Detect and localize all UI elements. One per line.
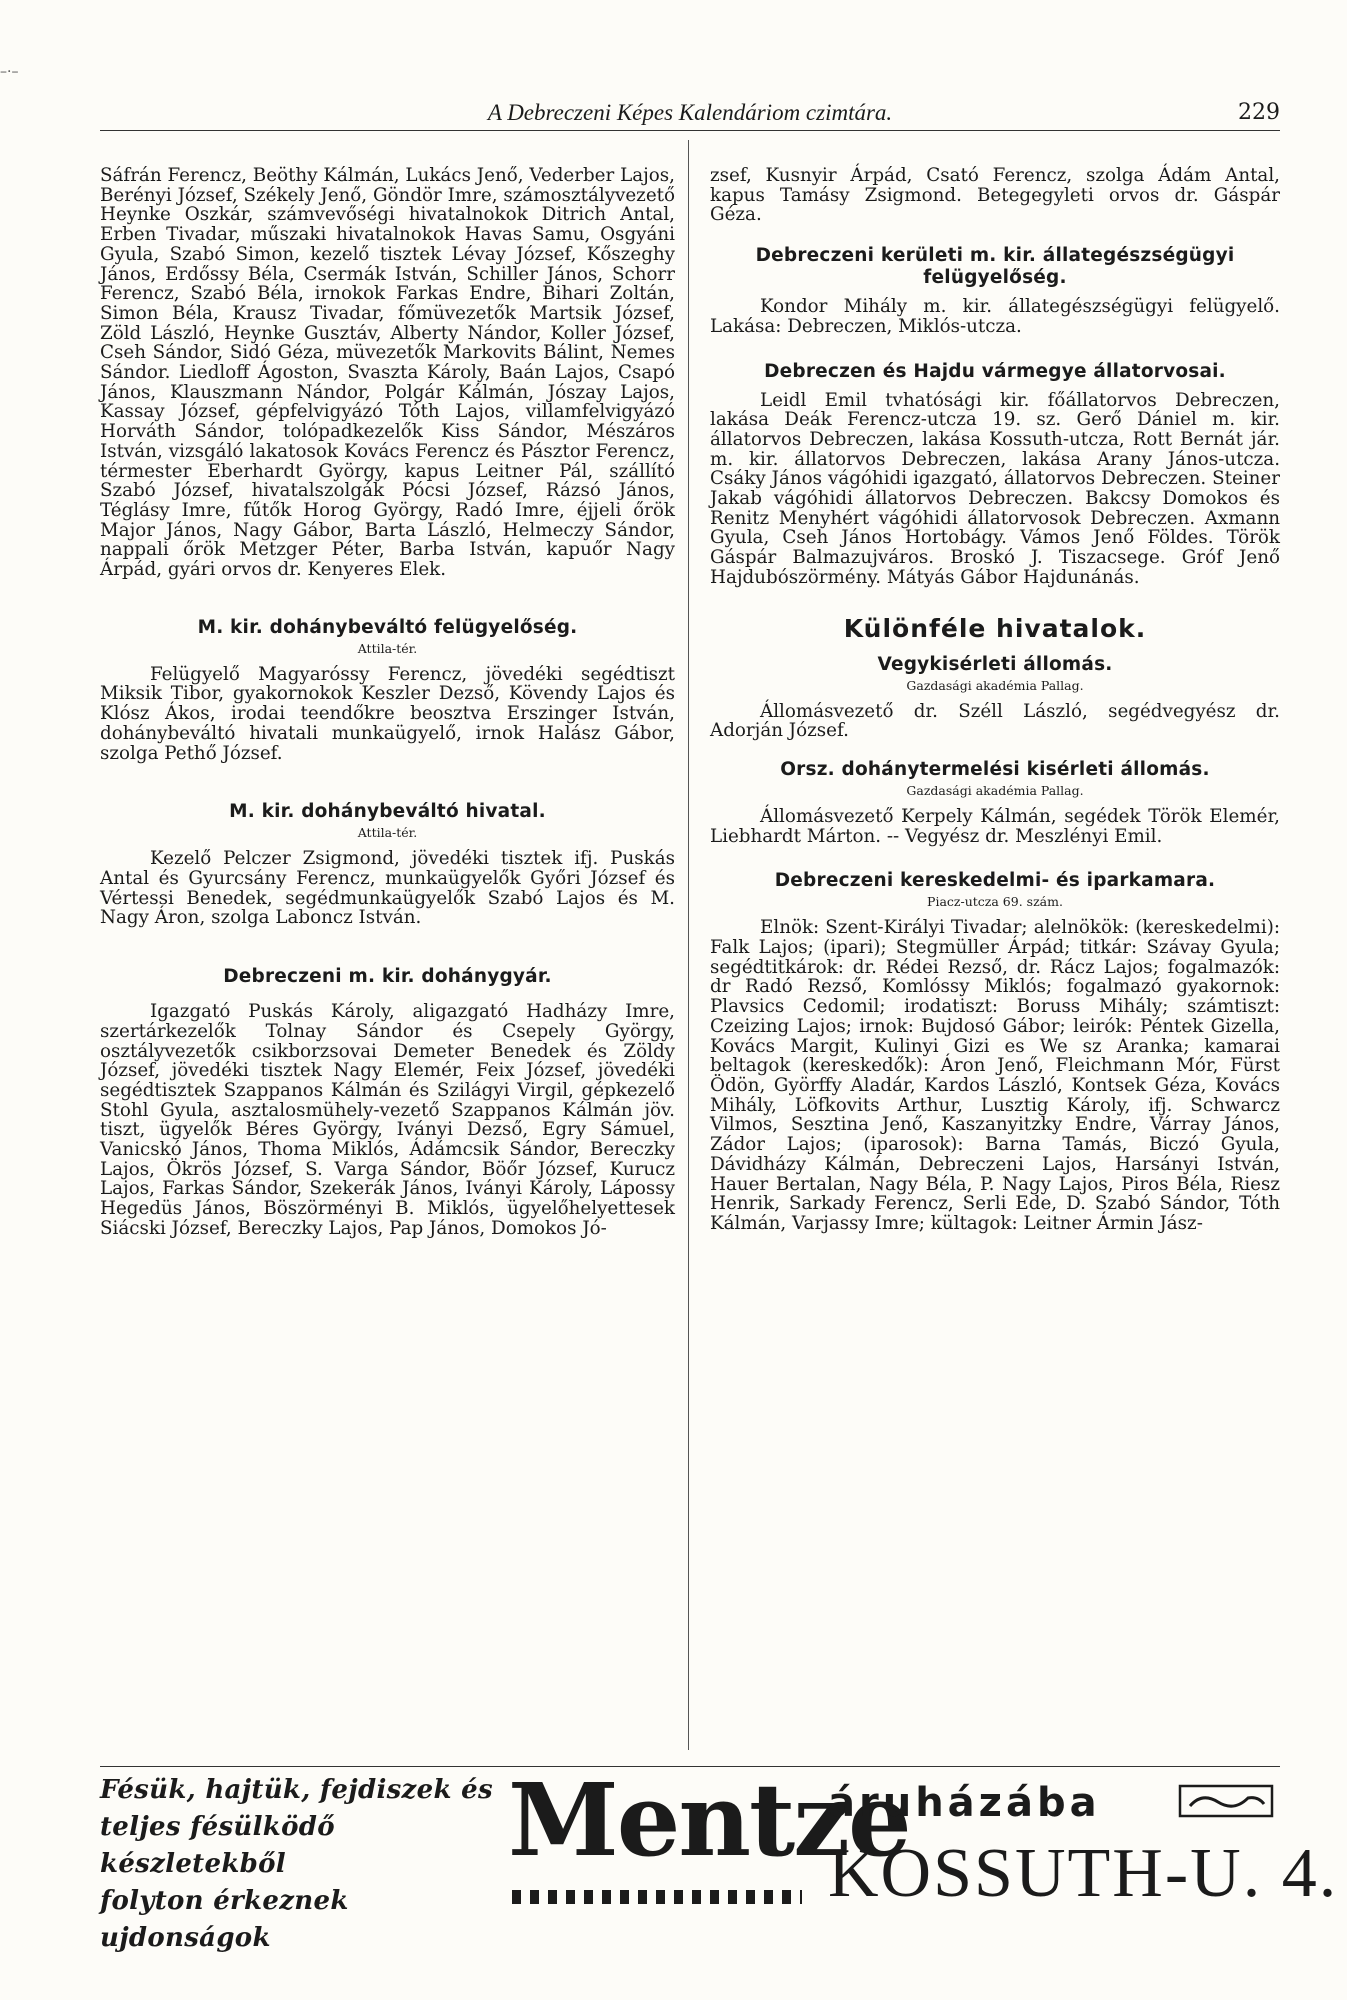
section-body: Állomásvezető dr. Széll László, segédvegyész dr. Adorján József.	[710, 700, 1280, 742]
ad-brand: Mentze	[508, 1761, 910, 1879]
section-subheading: Gazdasági akadémia Pallag.	[906, 677, 1084, 693]
section-heading-dohanybevalto-hivatal: M. kir. dohánybeváltó hivatal.	[229, 801, 546, 823]
ad-address: KOSSUTH-U. 4.	[828, 1835, 1339, 1912]
section-subheading: Piacz-utcza 69. szám.	[927, 894, 1063, 910]
left-column	[100, 166, 675, 1239]
section-body: Állomásvezető Kerpely Kálmán, segédek Török Elemér, Liebhardt Márton. -- Vegyész dr. Meszlényi Emil.	[710, 805, 1280, 847]
section-body: Felügyelő Magyaróssy Ferencz, jövedéki segédtiszt Miksik Tibor, gyakornokok Keszler Dezső, Kövendy Lajos és Klósz Ákos, irodai teendőkre beosztva Erszinger István, dohánybeváltó hivatali munkaügyelő, irnok Halász Gábor, szolga Pethő József.	[100, 663, 675, 764]
section-subheading: Attila-tér.	[357, 825, 418, 841]
ad-line: folyton érkeznek ujdonságok	[100, 1886, 349, 1953]
ad-line: Fésük, hajtük, fejdiszek és	[100, 1775, 493, 1805]
major-heading: Különféle hivatalok.	[843, 613, 1147, 643]
column-divider	[688, 140, 689, 1750]
section-body: Igazgató Puskás Károly, aligazgató Hadházy Imre, szertárkezelők Tolnay Sándor és Csepely György, osztályvezetők csikborzsovai Demeter Benedek és Zöldy József, jövedéki tisztek Nagy Elemér, Feix József, jövedéki segédtisztek Szappanos Kálmán és Szilágyi Virgil, gépkezelő Stohl Gyula, asztalosmühely-vezető Szappanos Kálmán jöv. tiszt, ügyelők Béres György, Iványi Dezső, Egry Sámuel, Vanicskó János, Thoma Miklós, Ádámcsik Sándor, Bereczky Lajos, Ökrös József, S. Varga Sándor, Böőr József, Kurucz Lajos, Farkas Sándor, Szekerák János, Iványi Károly, Lápossy Hegedüs János, Böszörményi B. Miklós, ügyelőhelyettesek Siácski József, Bereczky Lajos, Pap János, Domokos Jó-	[100, 1001, 675, 1239]
ad-decorative-squares	[512, 1890, 802, 1904]
ad-left-text	[100, 1772, 500, 1957]
left-intro-paragraph: Sáfrán Ferencz, Beöthy Kálmán, Lukács Jenő, Vederber Lajos, Berényi József, Székely Jenő, Göndör Imre, számosztályvezető Heynke Oszkár, számvevőségi hivatalnokok Ditrich Antal, Erben Tivadar, műszaki hivatalnokok Havas Samu, Osgyáni Gyula, Szabó Simon, kezelő tisztek Lévay József, Kőszeghy János, Erdőssy Béla, Csermák István, Schiller János, Schorr Ferencz, Szabó Béla, irnokok Farkas Endre, Bihari Zoltán, Simon Béla, Krausz Tivadar, főmüvezetők Martsik József, Zöld László, Heynke Gusztáv, Alberty Nándor, Koller József, Cseh Sándor, Sidó Géza, müvezetők Markovits Bálint, Nemes Sándor. Liedloff Ágoston, Svaszta Károly, Baán Lajos, Csapó János, Klauszmann Nándor, Polgár Kálmán, Jószay Lajos, Kassay József, gépfelvigyázó Tóth Lajos, villamfelvigyázó Horváth Sándor, tolópadkezelők Kiss Sándor, Mészáros István, vizsgáló lakatosok Kovács Ferencz és Pásztor Ferencz, térmester Eberhardt György, kapus Leitner Pál, szállító Szabó József, hivatalszolgák Pócsi József, Rázsó János, Téglásy Imre, fűtők Horog György, Radó Imre, éjjeli őrök Major János, Nagy Gábor, Barta László, Helmeczy Sándor, nappali őrök Metzger Péter, Barba István, kapuőr Nagy Árpád, gyári orvos dr. Kenyeres Elek.	[100, 165, 675, 581]
corner-mark: –·–	[0, 64, 19, 80]
right-intro-paragraph: zsef, Kusnyir Árpád, Csató Ferencz, szolga Ádám Antal, kapus Tamásy Zsigmond. Betegegyleti orvos dr. Gáspár Géza.	[710, 165, 1280, 226]
ornament-icon	[1178, 1782, 1274, 1820]
section-heading-iparkamara: Debreczeni kereskedelmi- és iparkamara.	[774, 870, 1216, 892]
page-number: 229	[1238, 100, 1280, 125]
section-heading-allatorvosai: Debreczen és Hajdu vármegye állatorvosai.	[764, 360, 1226, 382]
header-title: A Debreczeni Képes Kalendáriom czimtára.	[487, 100, 893, 125]
section-body: Kondor Mihály m. kir. állategészségügyi felügyelő. Lakása: Debreczen, Miklós-utcza.	[710, 296, 1280, 337]
section-heading-vegykiserleti: Vegykisérleti állomás.	[877, 653, 1113, 675]
section-subheading: Gazdasági akadémia Pallag.	[906, 782, 1084, 798]
running-header	[100, 96, 1280, 131]
section-heading-dohanygyar: Debreczeni m. kir. dohánygyár.	[223, 966, 552, 988]
ad-line: teljes fésülködő készletekből	[100, 1812, 335, 1879]
section-body: Kezelő Pelczer Zsigmond, jövedéki tisztek ifj. Puskás Antal és Gyurcsány Ferencz, munkaügyelők Győri József és Vértessi Benedek, segédmunkaügyelők Szabó Lajos és M. Nagy Áron, szolga Laboncz István.	[100, 848, 675, 929]
section-heading-dohanytermelesi: Orsz. dohánytermelési kisérleti állomás.	[780, 758, 1210, 780]
section-body: Leidl Emil tvhatósági kir. főállatorvos Debreczen, lakása Deák Ferencz-utcza 19. sz. Gerő Dániel m. kir. állatorvos Debreczen, lakása Kossuth-utcza, Rott Bernát jár. m. kir. állatorvos Debreczen, lakása Arany János-utcza. Csáky János vágóhidi igazgató, állatorvos Debreczen. Steiner Jakab vágóhidi állatorvos Debreczen. Bakcsy Domokos és Renitz Menyhért vágóhidi állatorvosok Debreczen. Axmann Gyula, Cseh János Hortobágy. Vámos Jenő Földes. Török Gáspár Balmazujváros. Broskó J. Tiszacsege. Gróf Jenő Hajdubószörmény. Mátyás Gábor Hajdunánás.	[710, 389, 1280, 588]
section-heading-dohanybevalto-felugyeloseg: M. kir. dohánybeváltó felügyelőség.	[197, 616, 578, 638]
section-heading-allategeszsegugyi: Debreczeni kerületi m. kir. állategészségügyi felügyelőség.	[755, 245, 1235, 289]
section-body: Elnök: Szent-Királyi Tivadar; alelnökök: (kereskedelmi): Falk Lajos; (ipari); Stegmüller Árpád; titkár: Szávay Gyula; segédtitkárok: dr. Rédei Rezső, dr. Rácz Lajos; fogalmazók: dr Radó Rezső, Komlóssy Miklós; fogalmazó gyakornok: Plavsics Cedomil; irodatiszt: Boruss Mihály; számtiszt: Czeizing Lajos; irnok: Bujdosó Gábor; leirók: Péntek Gizella, Kovács Margit, Kulinyi Gizi es We sz Aranka; kamarai beltagok (kereskedők): Áron Jenő, Fleichmann Mór, Fürst Ödön, Györffy Aladár, Kardos László, Kontsek Géza, Kovács Mihály, Löfkovits Arthur, Lusztig Károly, ifj. Schwarcz Vilmos, Sesztina Jenő, Kaszanyitzky Endre, Várray János, Zádor Lajos; (iparosok): Barna Tamás, Biczó Gyula, Dávidházy Kálmán, Debreczeni Lajos, Harsányi István, Hauer Bertalan, Nagy Béla, P. Nagy Lajos, Piros Béla, Riesz Henrik, Sarkady Ferencz, Serli Ede, D. Szabó Sándor, Tóth Kálmán, Varjassy Imre; kültagok: Leitner Ármin Jász-	[710, 917, 1280, 1234]
ad-store-word: áruházába	[828, 1780, 1101, 1826]
right-column	[710, 166, 1280, 1234]
section-subheading: Attila-tér.	[357, 640, 418, 656]
